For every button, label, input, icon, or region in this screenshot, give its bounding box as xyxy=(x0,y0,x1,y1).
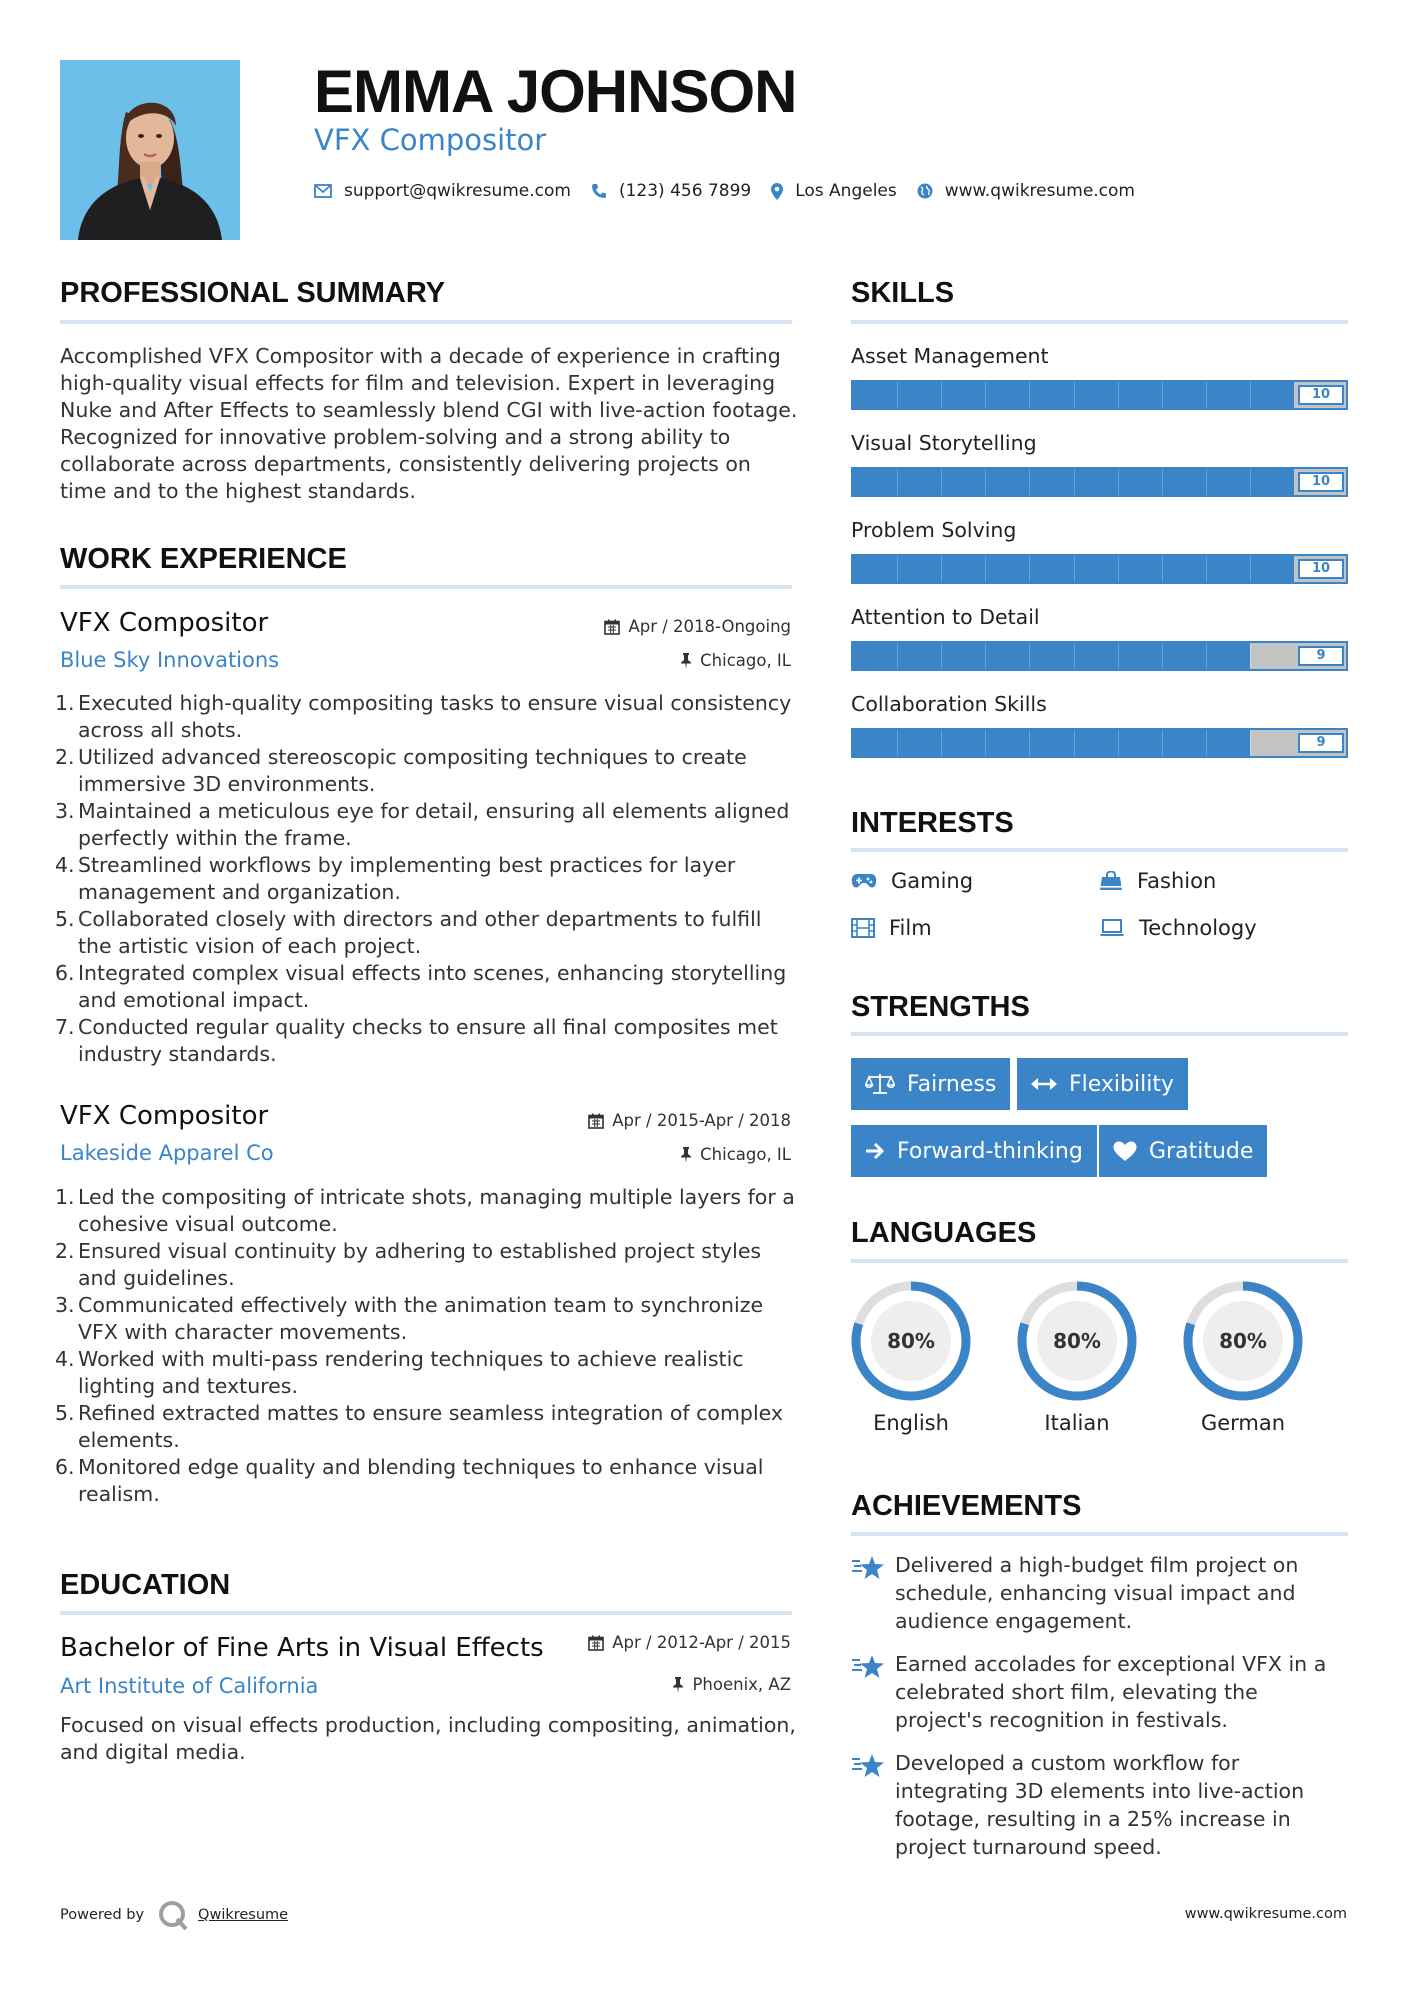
skill-value: 9 xyxy=(1298,733,1344,753)
interests-divider xyxy=(851,848,1348,852)
arrows-horizontal-icon xyxy=(1031,1077,1057,1091)
bullet-item xyxy=(55,906,795,960)
experience-heading: WORK EXPERIENCE xyxy=(60,543,347,575)
skill-segment xyxy=(897,556,898,582)
strength-flexibility xyxy=(1017,1058,1188,1110)
skill-segment xyxy=(1206,643,1207,669)
language-item xyxy=(1178,1276,1308,1435)
skill-segment xyxy=(1162,382,1163,408)
job-1-dates-text: Apr / 2018-Ongoing xyxy=(628,617,791,636)
skill-label: Attention to Detail xyxy=(851,605,1040,629)
language-name: Italian xyxy=(1044,1411,1110,1435)
bullet-text: Executed high-quality compositing tasks to ensure visual consistency across all shots. xyxy=(78,691,792,742)
education-dates xyxy=(588,1632,791,1654)
pushpin-icon xyxy=(680,653,692,669)
skill-segment xyxy=(1118,643,1119,669)
contact-email[interactable] xyxy=(314,181,571,201)
pushpin-icon xyxy=(680,1147,692,1163)
portrait-illustration xyxy=(60,60,240,240)
calendar-icon xyxy=(604,619,620,635)
strengths-divider xyxy=(851,1032,1348,1036)
strength-flexibility-label: Flexibility xyxy=(1069,1071,1174,1097)
achievement-item xyxy=(851,1749,1351,1861)
bullet-text: Communicated effectively with the animation team to synchronize VFX with character movements. xyxy=(78,1293,764,1344)
bullet-text: Maintained a meticulous eye for detail, ensuring all elements aligned perfectly within the frame. xyxy=(78,799,790,850)
bullet-item xyxy=(55,1014,795,1068)
summary-divider xyxy=(60,320,792,324)
language-gauge xyxy=(1178,1276,1308,1406)
achievement-item xyxy=(851,1650,1351,1734)
bullet-number: 2. xyxy=(55,1239,75,1263)
skill-segment xyxy=(941,556,942,582)
arrow-right-icon xyxy=(865,1141,885,1161)
skill-segment xyxy=(1029,469,1030,495)
bullet-number: 6. xyxy=(55,1455,75,1479)
bullet-item xyxy=(55,1238,795,1292)
powered-by-text: Powered by xyxy=(60,1907,145,1923)
education-location-text: Phoenix, AZ xyxy=(692,1675,791,1694)
qwikresume-link[interactable]: Qwikresume xyxy=(198,1907,289,1923)
skill-label: Collaboration Skills xyxy=(851,692,1047,716)
skill-segment xyxy=(985,382,986,408)
skill-segment xyxy=(941,643,942,669)
contact-phone[interactable] xyxy=(591,181,751,201)
job-2-bullets xyxy=(55,1184,795,1508)
calendar-icon xyxy=(588,1113,604,1129)
bullet-text: Collaborated closely with directors and other departments to fulfill the artistic vision of each project. xyxy=(78,907,762,958)
skill-segment xyxy=(1029,556,1030,582)
skill-bar xyxy=(851,380,1348,410)
achievements-divider xyxy=(851,1532,1348,1536)
interest-technology-label: Technology xyxy=(1139,916,1257,940)
strength-forward-thinking xyxy=(851,1125,1097,1177)
bullet-text: Integrated complex visual effects into scenes, enhancing storytelling and emotional impact. xyxy=(78,961,787,1012)
interest-technology xyxy=(1099,914,1257,942)
interest-fashion xyxy=(1099,867,1216,895)
bullet-item xyxy=(55,1454,795,1508)
achievement-text: Earned accolades for exceptional VFX in a celebrated short film, elevating the project's recognition in festivals. xyxy=(895,1652,1327,1732)
skill-segment xyxy=(1118,382,1119,408)
contact-bar xyxy=(314,176,1155,206)
skill-segment xyxy=(941,730,942,756)
education-divider xyxy=(60,1611,792,1615)
bullet-text: Utilized advanced stereoscopic compositing techniques to create immersive 3D environments. xyxy=(78,745,747,796)
bullet-number: 1. xyxy=(55,1185,75,1209)
interest-fashion-label: Fashion xyxy=(1137,869,1217,893)
job-2-dates-text: Apr / 2015-Apr / 2018 xyxy=(612,1111,791,1130)
candidate-name: EMMA JOHNSON xyxy=(314,58,797,125)
skill-segment xyxy=(1206,730,1207,756)
bullet-text: Conducted regular quality checks to ensure all final composites met industry standards. xyxy=(78,1015,778,1066)
bullet-number: 5. xyxy=(55,1401,75,1425)
achievement-text: Delivered a high-budget film project on schedule, enhancing visual impact and audience engagement. xyxy=(895,1553,1299,1633)
language-gauge xyxy=(846,1276,976,1406)
bullet-number: 4. xyxy=(55,1347,75,1371)
bullet-text: Led the compositing of intricate shots, managing multiple layers for a cohesive visual outcome. xyxy=(78,1185,795,1236)
skill-bar xyxy=(851,554,1348,584)
gauge-percent-label: 80% xyxy=(1053,1329,1101,1353)
skill-segment xyxy=(1206,382,1207,408)
bullet-item xyxy=(55,744,795,798)
education-school: Art Institute of California xyxy=(60,1674,319,1698)
candidate-title: VFX Compositor xyxy=(314,123,547,157)
strength-forward-thinking-label: Forward-thinking xyxy=(897,1138,1083,1164)
education-degree: Bachelor of Fine Arts in Visual Effects xyxy=(60,1633,544,1663)
skill-segment xyxy=(1118,556,1119,582)
skill-label: Problem Solving xyxy=(851,518,1017,542)
language-name: English xyxy=(873,1411,949,1435)
language-name: German xyxy=(1200,1411,1286,1435)
skill-bar xyxy=(851,641,1348,671)
job-1-location-text: Chicago, IL xyxy=(700,651,791,670)
laptop-icon xyxy=(1099,919,1125,937)
skill-value: 10 xyxy=(1298,385,1344,405)
interest-film xyxy=(851,914,932,942)
interests-heading: INTERESTS xyxy=(851,807,1014,839)
bullet-number: 5. xyxy=(55,907,75,931)
skill-segment xyxy=(897,730,898,756)
skill-segment xyxy=(1029,730,1030,756)
job-1-location xyxy=(680,650,791,672)
skill-segment xyxy=(1074,556,1075,582)
phone-icon xyxy=(591,183,607,199)
skill-segment xyxy=(1118,730,1119,756)
job-2-dates xyxy=(588,1110,791,1132)
bullet-text: Worked with multi-pass rendering techniques to achieve realistic lighting and textures. xyxy=(78,1347,744,1398)
contact-website[interactable] xyxy=(917,181,1135,201)
skill-value: 9 xyxy=(1298,646,1344,666)
skill-segment xyxy=(985,556,986,582)
bullet-number: 2. xyxy=(55,745,75,769)
skill-segment xyxy=(1250,382,1251,408)
skill-segment xyxy=(1162,643,1163,669)
bullet-number: 4. xyxy=(55,853,75,877)
summary-heading: PROFESSIONAL SUMMARY xyxy=(60,277,446,309)
skills-divider xyxy=(851,320,1348,324)
skill-segment xyxy=(1206,556,1207,582)
languages-divider xyxy=(851,1259,1348,1263)
skill-label: Visual Storytelling xyxy=(851,431,1037,455)
website-text: www.qwikresume.com xyxy=(944,181,1135,201)
skill-segment xyxy=(941,469,942,495)
gauge-percent-label: 80% xyxy=(887,1329,935,1353)
bullet-number: 3. xyxy=(55,799,75,823)
interest-film-label: Film xyxy=(889,916,932,940)
skill-segment xyxy=(985,469,986,495)
job-1-bullets xyxy=(55,690,795,1068)
language-item xyxy=(846,1276,976,1435)
strength-fairness-label: Fairness xyxy=(907,1071,997,1097)
skill-segment xyxy=(1118,469,1119,495)
skill-segment xyxy=(1162,730,1163,756)
skill-segment xyxy=(985,643,986,669)
email-text: support@qwikresume.com xyxy=(344,181,571,201)
bullet-number: 7. xyxy=(55,1015,75,1039)
envelope-icon xyxy=(314,184,332,198)
bullet-item xyxy=(55,1346,795,1400)
skill-segment xyxy=(1250,730,1251,756)
contact-location xyxy=(771,181,897,201)
skill-segment xyxy=(985,730,986,756)
achievements-heading: ACHIEVEMENTS xyxy=(851,1490,1082,1522)
skill-segment xyxy=(897,643,898,669)
skill-segment xyxy=(1162,469,1163,495)
job-1-company: Blue Sky Innovations xyxy=(60,648,280,672)
job-2-location xyxy=(680,1144,791,1166)
job-1-title: VFX Compositor xyxy=(60,608,269,638)
bullet-number: 3. xyxy=(55,1293,75,1317)
gamepad-icon xyxy=(851,873,877,889)
gauge-percent-label: 80% xyxy=(1219,1329,1267,1353)
bullet-item xyxy=(55,1184,795,1238)
summary-text: Accomplished VFX Compositor with a decade of experience in crafting high-quality visual effects for film and television. Expert in leveraging Nuke and After Effects to seamlessly blend CGI with live-action footage. Recognized for innovative problem-solving and a strong ability to collaborate across departments, consistently delivering projects on time and to the highest standards. xyxy=(60,344,798,503)
bullet-item xyxy=(55,1292,795,1346)
language-item xyxy=(1012,1276,1142,1435)
skill-segment xyxy=(941,382,942,408)
achievement-text: Developed a custom workflow for integrating 3D elements into live-action footage, resulting in a 25% increase in project turnaround speed. xyxy=(895,1751,1305,1859)
skill-bar xyxy=(851,728,1348,758)
strength-gratitude xyxy=(1099,1125,1267,1177)
skill-segment xyxy=(1250,643,1251,669)
achievement-item xyxy=(851,1551,1351,1635)
bullet-item xyxy=(55,852,795,906)
map-pin-icon xyxy=(771,183,783,200)
skill-value: 10 xyxy=(1298,472,1344,492)
bullet-number: 6. xyxy=(55,961,75,985)
qwikresume-logo-icon xyxy=(156,1898,190,1932)
strength-gratitude-label: Gratitude xyxy=(1149,1138,1254,1164)
bullet-item xyxy=(55,690,795,744)
skill-segment xyxy=(1029,643,1030,669)
achievement-star-icon xyxy=(851,1551,895,1635)
heart-icon xyxy=(1113,1141,1137,1162)
skill-segment xyxy=(1029,382,1030,408)
skill-segment xyxy=(1074,469,1075,495)
strength-fairness xyxy=(851,1058,1010,1110)
skill-segment xyxy=(897,382,898,408)
skill-segment xyxy=(1074,382,1075,408)
job-2-company: Lakeside Apparel Co xyxy=(60,1141,274,1165)
strengths-heading: STRENGTHS xyxy=(851,991,1030,1023)
skill-segment xyxy=(1206,469,1207,495)
skill-value: 10 xyxy=(1298,559,1344,579)
bullet-text: Ensured visual continuity by adhering to established project styles and guidelines. xyxy=(78,1239,762,1290)
bullet-text: Monitored edge quality and blending techniques to enhance visual realism. xyxy=(78,1455,764,1506)
interest-gaming-label: Gaming xyxy=(891,869,974,893)
experience-divider xyxy=(60,585,792,589)
shopping-bag-icon xyxy=(1099,871,1123,891)
globe-icon xyxy=(917,183,933,199)
calendar-icon xyxy=(588,1635,604,1651)
education-description: Focused on visual effects production, including compositing, animation, and digital media. xyxy=(60,1713,796,1764)
achievement-star-icon xyxy=(851,1650,895,1734)
location-text: Los Angeles xyxy=(795,181,897,201)
skill-fill xyxy=(853,730,1250,756)
skill-segment xyxy=(1250,556,1251,582)
scale-icon xyxy=(865,1073,895,1095)
bullet-item xyxy=(55,1400,795,1454)
profile-photo xyxy=(60,60,240,240)
film-icon xyxy=(851,918,875,938)
skill-segment xyxy=(1162,556,1163,582)
footer-powered-by xyxy=(60,1898,288,1932)
skills-heading: SKILLS xyxy=(851,277,955,309)
interest-gaming xyxy=(851,867,973,895)
education-location xyxy=(672,1674,791,1696)
skill-segment xyxy=(1074,643,1075,669)
bullet-text: Refined extracted mattes to ensure seamless integration of complex elements. xyxy=(78,1401,784,1452)
skill-segment xyxy=(1250,469,1251,495)
bullet-item xyxy=(55,798,795,852)
education-dates-text: Apr / 2012-Apr / 2015 xyxy=(612,1633,791,1652)
job-2-title: VFX Compositor xyxy=(60,1101,269,1131)
job-2-location-text: Chicago, IL xyxy=(700,1145,791,1164)
skill-fill xyxy=(853,643,1250,669)
footer-website[interactable]: www.qwikresume.com xyxy=(1184,1906,1347,1922)
language-gauge xyxy=(1012,1276,1142,1406)
bullet-number: 1. xyxy=(55,691,75,715)
job-1-dates xyxy=(604,616,791,638)
skill-label: Asset Management xyxy=(851,344,1049,368)
pushpin-icon xyxy=(672,1677,684,1693)
languages-heading: LANGUAGES xyxy=(851,1217,1037,1249)
skill-segment xyxy=(1074,730,1075,756)
education-heading: EDUCATION xyxy=(60,1569,231,1601)
bullet-item xyxy=(55,960,795,1014)
bullet-text: Streamlined workflows by implementing best practices for layer management and organization. xyxy=(78,853,736,904)
skill-bar xyxy=(851,467,1348,497)
phone-text: (123) 456 7899 xyxy=(618,181,752,201)
skill-segment xyxy=(897,469,898,495)
achievement-star-icon xyxy=(851,1749,895,1861)
